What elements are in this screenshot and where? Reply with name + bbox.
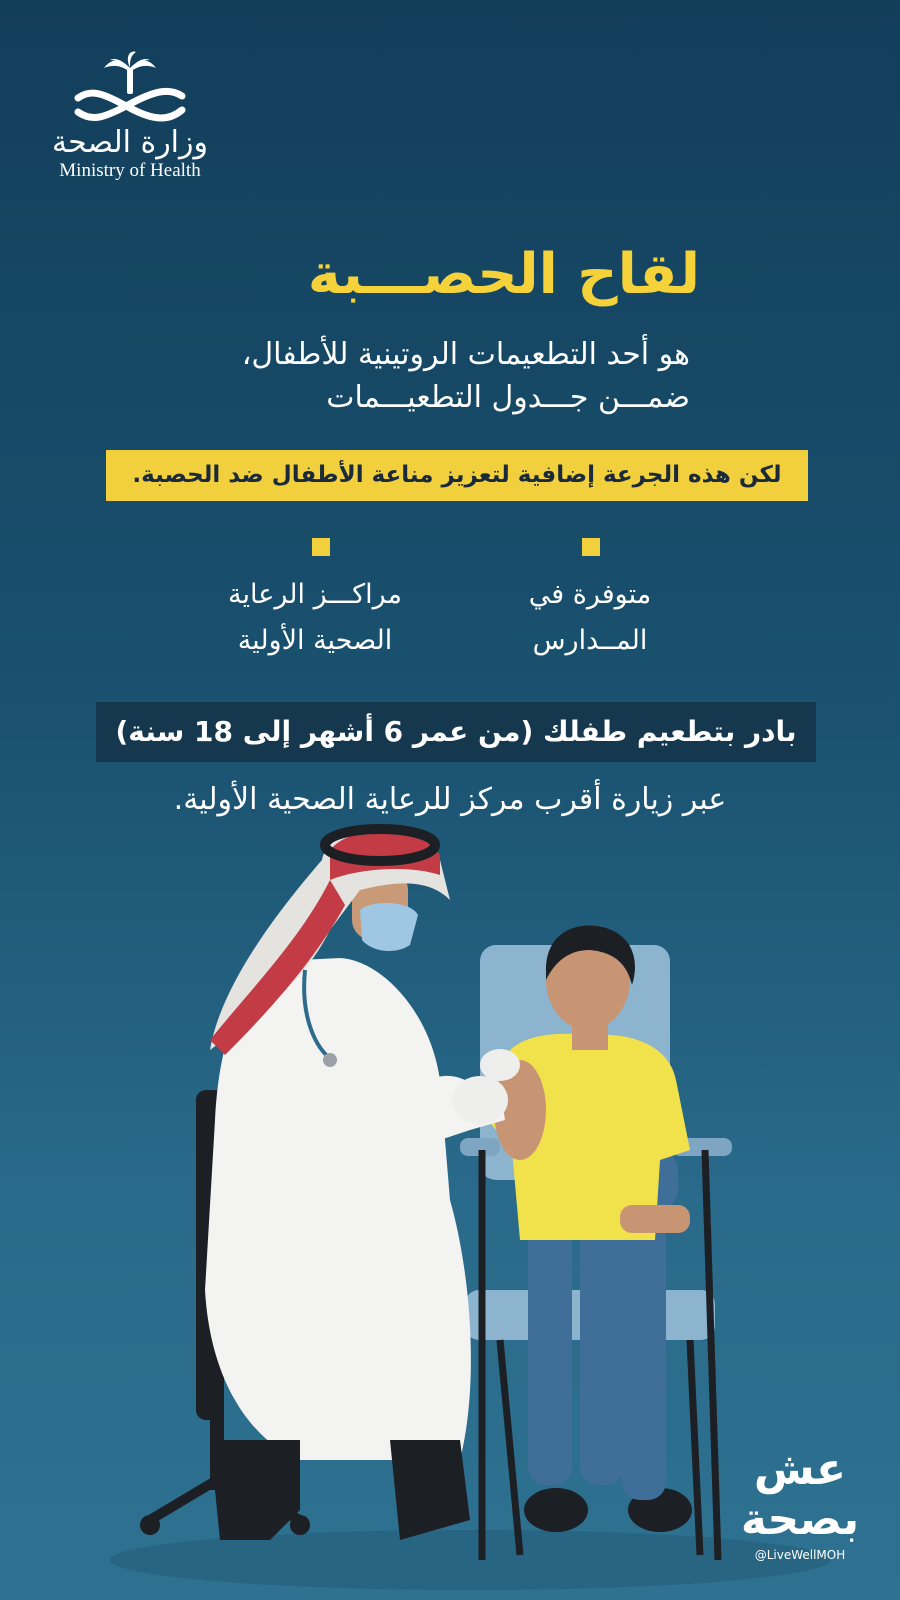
subtitle-line-2: ضمـــن جـــدول التطعيـــمات (326, 380, 690, 415)
social-handle: @LiveWellMOH (754, 1548, 846, 1562)
feature-schools (470, 572, 710, 664)
highlight-banner: لكن هذه الجرعة إضافية لتعزيز مناعة الأطفال ضد الحصبة. (106, 450, 808, 501)
feature-line: الصحية الأولية (237, 625, 393, 656)
livewell-logo (730, 1445, 870, 1575)
feature-line: مراكـــز الرعاية (228, 579, 402, 610)
page-title: لقاح الحصـــبة (307, 242, 700, 307)
bullet-square-icon (582, 538, 600, 556)
ministry-logo (40, 50, 220, 200)
ministry-name-ar: وزارة الصحة (52, 125, 208, 160)
ministry-name-en: Ministry of Health (59, 160, 201, 181)
subtitle-line-1: هو أحد التطعيمات الروتينية للأطفال، (241, 337, 690, 372)
feature-line: المــدارس (532, 625, 648, 656)
feature-line: متوفرة في (528, 579, 652, 610)
feature-health-centers (200, 572, 430, 664)
bullet-square-icon (312, 538, 330, 556)
livewell-logo-text: عش بصحة (740, 1444, 860, 1545)
palm-swords-emblem-icon (70, 50, 190, 124)
cta-subtext: عبر زيارة أقرب مركز للرعاية الصحية الأولية. (173, 782, 727, 817)
doctor-figure (205, 826, 520, 1540)
cta-bar: بادر بتطعيم طفلك (من عمر 6 أشهر إلى 18 سنة) (96, 702, 816, 762)
